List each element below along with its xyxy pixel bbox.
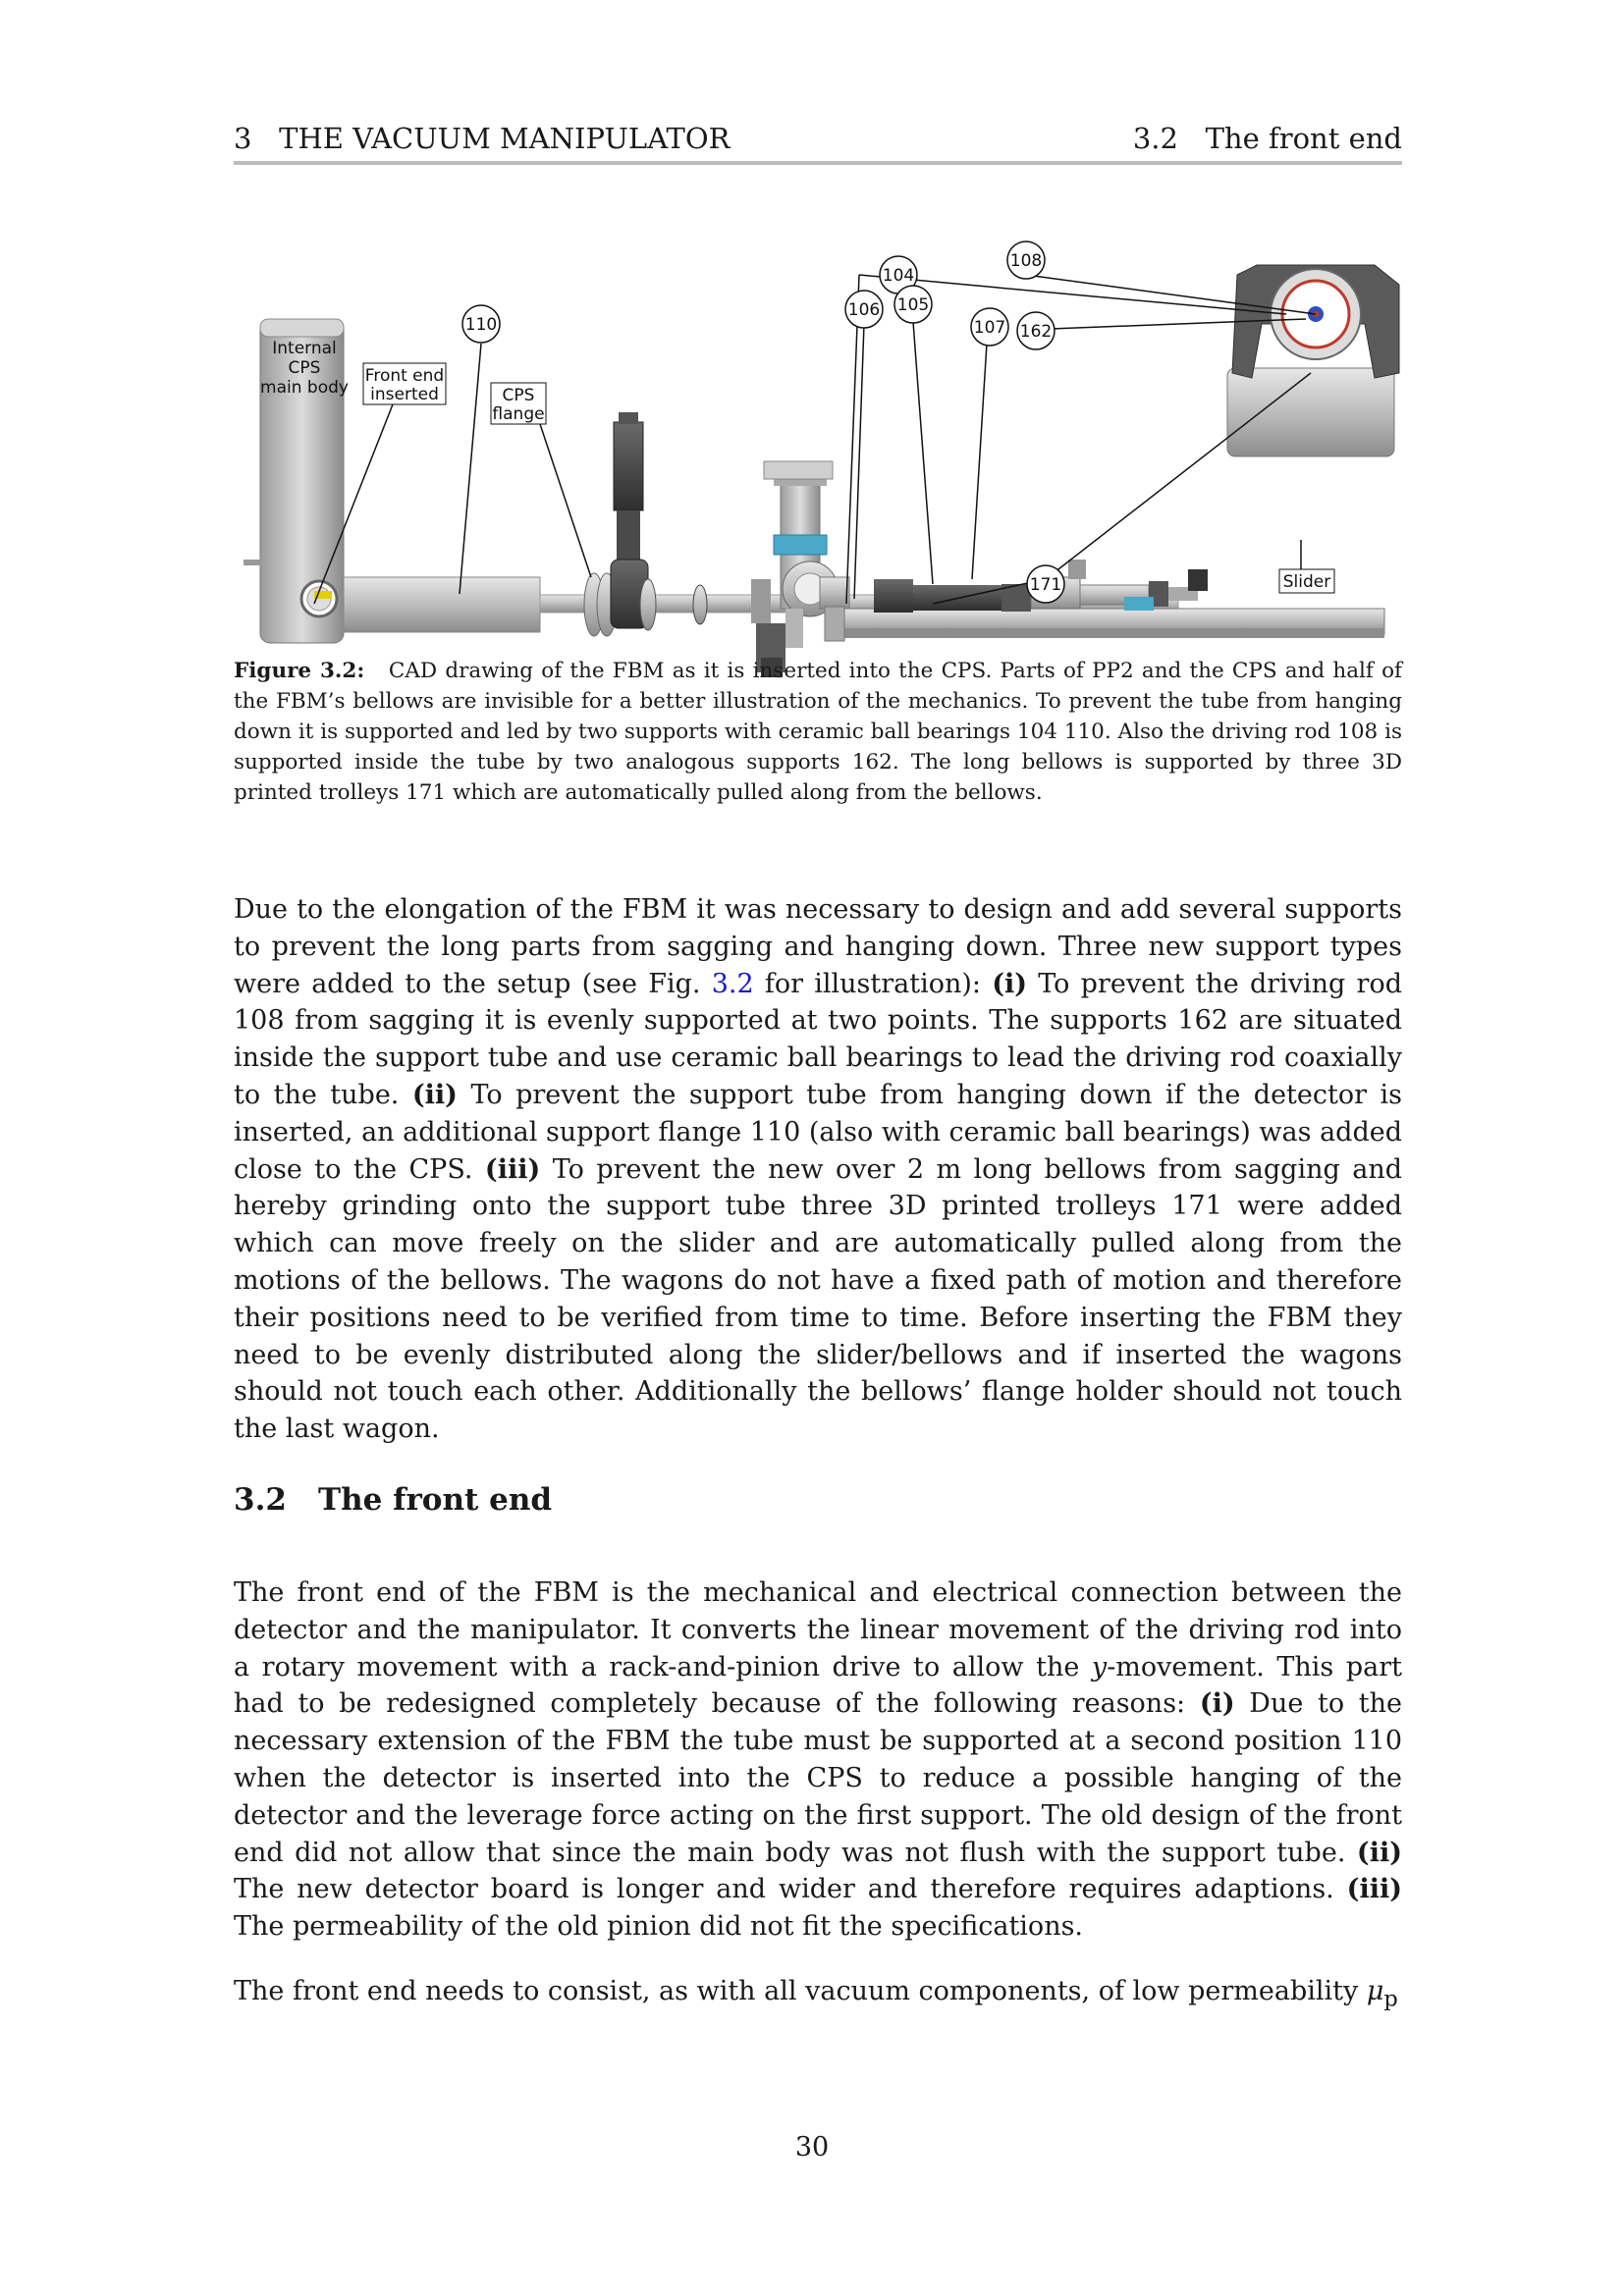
paragraph-front-end	[234, 1575, 1402, 1946]
header-rule	[234, 161, 1402, 165]
header-chapter: 3 THE VACUUM MANIPULATOR	[234, 122, 731, 155]
callout-107	[971, 308, 1008, 579]
svg-text:main body: main body	[260, 378, 349, 398]
para1-text-e: To prevent the new over 2 m long bellows from sagging and hereby grinding onto the support tube three 3D printed trolleys 171 were added which can move freely on the slider and are automatically pulled along from the motions of the bellows. The wagons do not have a fixed path of motion and therefore their positions need to be verified from time to time. Before inserting the FBM they need to be evenly distributed along the slider/bellows and if inserted the wagons should not touch each other. Additionally the bellows’ flange holder should not touch the last wagon.	[234, 1153, 1402, 1445]
svg-text:110: 110	[464, 315, 498, 335]
label-slider	[1279, 540, 1334, 593]
svg-text:162: 162	[1019, 322, 1053, 342]
svg-text:CPS: CPS	[288, 358, 321, 378]
para1-marker-iii: (iii)	[484, 1153, 541, 1185]
para2-y-var: y	[1091, 1651, 1108, 1682]
callout-106	[845, 291, 883, 599]
cps-tube	[344, 577, 540, 632]
para2-marker-i: (i)	[1199, 1688, 1235, 1720]
para2-text-b: -movement. This part had to be redesigned completely because of the following reasons:	[234, 1651, 1402, 1720]
callout-105	[894, 286, 933, 584]
para2-marker-ii: (ii)	[1356, 1837, 1402, 1868]
svg-text:CPS: CPS	[502, 386, 535, 405]
section-number: 3.2	[234, 1482, 287, 1518]
section-heading	[234, 1482, 552, 1518]
paragraph-permeability	[234, 1973, 1402, 2018]
svg-text:108: 108	[1009, 251, 1043, 271]
svg-text:105: 105	[896, 295, 930, 315]
para2-text-a: The front end of the FBM is the mechanical and electrical connection between the detector and the manipulator. It converts the linear movement of the driving rod into a rotary movement with a rack-and-pinion drive to allow the	[234, 1577, 1402, 1682]
svg-text:inserted: inserted	[370, 385, 439, 404]
cad-drawing	[245, 251, 1404, 638]
para2-text-d: The new detector board is longer and wider and therefore requires adaptions.	[234, 1874, 1347, 1905]
header-section: 3.2 The front end	[1132, 122, 1402, 155]
section-title: The front end	[318, 1482, 553, 1518]
detector-housing	[1227, 265, 1399, 456]
callout-110	[460, 305, 500, 594]
svg-text:104: 104	[882, 266, 915, 286]
figure-3-2	[245, 251, 1404, 638]
para3-text-a: The front end needs to consist, as with all vacuum components, of low permeability	[234, 1976, 1367, 2006]
para1-text-b: for illustration):	[753, 968, 993, 999]
figure-caption	[234, 656, 1402, 808]
svg-text:171: 171	[1029, 575, 1062, 595]
para2-text-c: Due to the necessary extension of the FBM the tube must be supported at a second position 110 when the detector is inserted into the CPS to reduce a possible hanging of the detector and the leverage force acting on the first support. The old design of the front end did not allow that since the main body was not flush with the support tube.	[234, 1688, 1402, 1868]
para1-marker-i: (i)	[992, 968, 1028, 999]
svg-text:106: 106	[847, 300, 881, 320]
para1-text-d: To prevent the support tube from hanging down if the detector is inserted, an additional support flange 110 (also with ceramic ball bearings) was added close to the CPS.	[234, 1079, 1402, 1185]
svg-text:Front end: Front end	[364, 366, 445, 386]
cross-chamber	[751, 461, 849, 677]
running-header	[234, 122, 1402, 159]
label-cps-flange	[491, 383, 591, 577]
gate-valve	[611, 412, 656, 630]
para2-text-e: The permeability of the old pinion did not fit the specifications.	[234, 1911, 1084, 1943]
para1-text-c: To prevent the driving rod 108 from sagging it is evenly supported at two points. The supports 162 are situated inside the support tube and use ceramic ball bearings to lead the driving rod coaxially to the tube.	[234, 968, 1402, 1110]
para3-subscript: p	[1383, 1986, 1398, 2012]
para1-marker-ii: (ii)	[411, 1079, 458, 1110]
caption-text: CAD drawing of the FBM as it is inserted into the CPS. Parts of PP2 and the CPS and half of the FBM’s bellows are invisible for a better illustration of the mechanics. To prevent the tube from hanging down it is supported and led by two supports with ceramic ball bearings 104 110. Also the driving rod 108 is supported inside the tube by two analogous supports 162. The long bellows is supported by three 3D printed trolleys 171 which are automatically pulled along from the bellows.	[234, 659, 1402, 805]
para2-marker-iii: (iii)	[1346, 1874, 1402, 1905]
page-number: 30	[794, 2132, 830, 2163]
svg-text:107: 107	[973, 318, 1006, 338]
svg-text:Slider: Slider	[1282, 572, 1331, 592]
para3-mu-symbol: μ	[1366, 1976, 1384, 2006]
svg-text:Internal: Internal	[272, 339, 337, 358]
para1-text-a: Due to the elongation of the FBM it was necessary to design and add several supports to prevent the long parts from sagging and hanging down. Three new support types were added to the setup (see Fig.	[234, 894, 1402, 999]
caption-label: Figure 3.2:	[234, 659, 365, 683]
figure-reference-link[interactable]: 3.2	[711, 968, 754, 999]
paragraph-supports	[234, 891, 1402, 1448]
svg-text:flange: flange	[492, 404, 545, 424]
support-flange-110	[693, 585, 707, 624]
